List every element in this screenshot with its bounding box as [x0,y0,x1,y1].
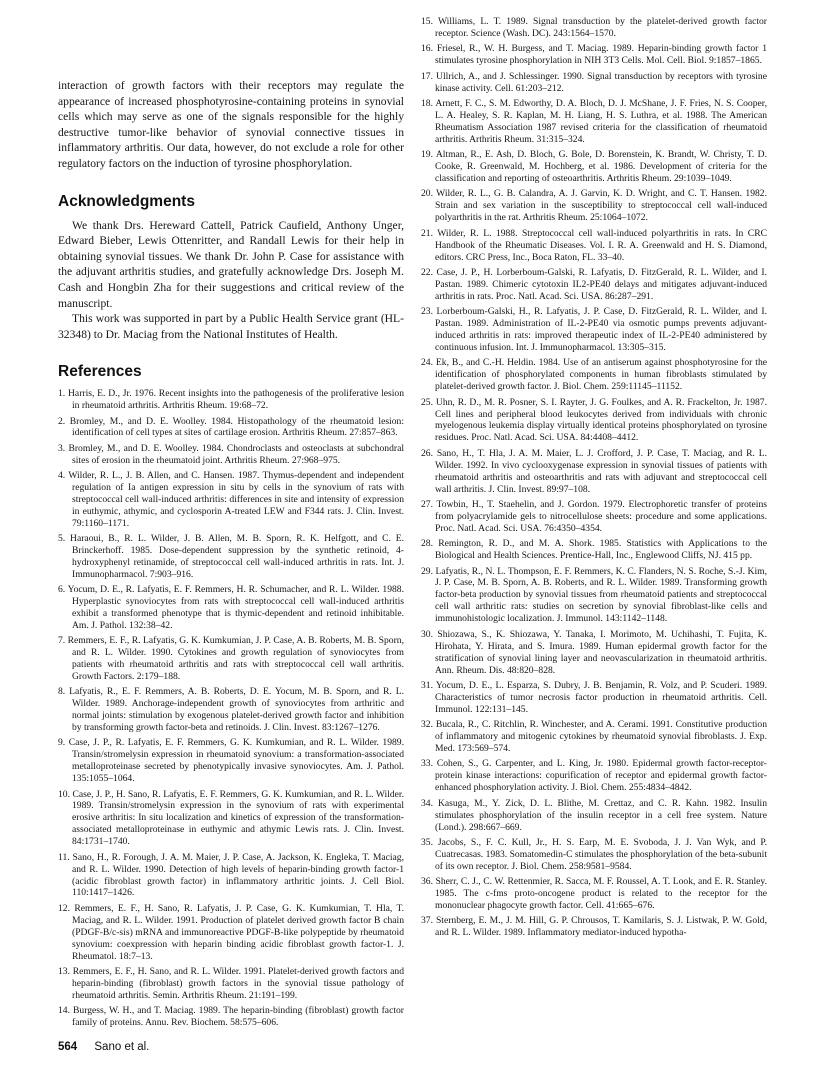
reference-item: 5. Haraoui, B., R. L. Wilder, J. B. Allen, M. B. Sporn, R. K. Helfgott, and C. E. Brinckerhoff. 1985. Dose-dependent suppression by the synthetic retinoid, 4-hydroxyphenyl retinamide, of streptococcal cell wall-induced arthritis in rats. Int. J. Immunopharmacol. 7:903–916. [58,532,404,580]
reference-item: 3. Bromley, M., and D. E. Woolley. 1984. Chondroclasts and osteoclasts at subchondral sites of erosion in the rheumatoid joint. Arthritis Rheum. 27:968–975. [58,442,404,466]
reference-item: 1. Harris, E. D., Jr. 1976. Recent insights into the pathogenesis of the proliferative lesion in rheumatoid arthritis. Arthritis Rheum. 19:68–72. [58,388,404,412]
reference-item: 2. Bromley, M., and D. E. Woolley. 1984. Histopathology of the rheumatoid lesion: identification of cell types at sites of cartilage erosion. Arthritis Rheum. 27:857–863. [58,415,404,439]
page-footer [58,1041,149,1053]
reference-item: 10. Case, J. P., H. Sano, R. Lafyatis, E. F. Remmers, G. K. Kumkumian, and R. L. Wilder. 1989. Transin/stromelysin expression in the synovium of rats with experimental erosive arthritis: In situ localization and kinetics of expression of the transformation-associated metalloproteinase in euthymic and athymic Lewis rats. J. Clin. Invest. 84:1731–1740. [58,788,404,848]
reference-item: 17. Ullrich, A., and J. Schlessinger. 1990. Signal transduction by receptors with tyrosine kinase activity. Cell. 61:203–212. [421,70,767,94]
reference-item: 11. Sano, H., R. Forough, J. A. M. Maier, J. P. Case, A. Jackson, K. Engleka, T. Maciag, and R. L. Wilder. 1990. Detection of high levels of heparin-binding growth factor-1 (acidic fibroblast growth factor) in inflammatory arthritic joints. J. Cell Biol. 110:1417–1426. [58,851,404,899]
reference-item: 30. Shiozawa, S., K. Shiozawa, Y. Tanaka, I. Morimoto, M. Uchihashi, T. Fujita, K. Hirohata, Y. Hirata, and S. Imura. 1989. Human epidermal growth factor for the stratification of synovial lining layer and neovascularization in rheumatoid arthritis. Ann. Rheum. Dis. 48:820–828. [421,628,767,676]
references-heading: References [58,363,142,381]
reference-item: 6. Yocum, D. E., R. Lafyatis, E. F. Remmers, H. R. Schumacher, and R. L. Wilder. 1988. Hyperplastic synoviocytes from rats with streptococcal cell wall-induced arthritis exhibit a transformed phenotype that is thymic-dependent and retinoid inhibitable. Am. J. Pathol. 132:38–42. [58,584,404,631]
running-author: Sano et al. [94,1041,150,1053]
reference-item: 31. Yocum, D. E., L. Esparza, S. Dubry, J. B. Benjamin, R. Volz, and P. Scuderi. 1989. Characteristics of tumor necrosis factor production in rheumatoid arthritis. Cell. Immunol. 122:131–145. [421,679,767,715]
reference-item: 18. Arnett, F. C., S. M. Edworthy, D. A. Bloch, D. J. McShane, J. F. Fries, N. S. Cooper, L. A. Healey, S. R. Kaplan, M. H. Liang, H. S. Luthra, et al. 1988. The American Rheumatism Association 1987 revised criteria for the classification of rheumatoid arthritis. Arthritis Rheum. 31:315–324. [421,97,767,145]
reference-item: 16. Friesel, R., W. H. Burgess, and T. Maciag. 1989. Heparin-binding growth factor 1 stimulates tyrosine phosphorylation in NIH 3T3 Cells. Mol. Cell. Biol. 9:1857–1865. [421,43,767,67]
reference-item: 4. Wilder, R. L., J. B. Allen, and C. Hansen. 1987. Thymus-dependent and independent regulation of Ia antigen expression in situ by cells in the synovium of rats with streptococcal cell wall-induced arthritis: differences in site and intensity of expression in euthymic, athymic, and cyclosporin A-treated LEW and F344 rats. J. Clin. Invest. 79:1160–1171. [58,469,404,529]
reference-item: 9. Case, J. P., R. Lafyatis, E. F. Remmers, G. K. Kumkumian, and R. L. Wilder. 1989. Transin/stromelysin expression in rheumatoid synovium: a transformation-associated metalloproteinase secreted by phenotypically invasive synoviocytes. Am. J. Pathol. 135:1055–1064. [58,737,404,785]
reference-item: 24. Ek, B., and C.-H. Heldin. 1984. Use of an antiserum against phosphotyrosine for the identification of phosphorylated components in human fibroblasts stimulated by platelet-derived growth factor. J. Biol. Chem. 259:11145–11152. [421,357,767,393]
reference-item: 36. Sherr, C. J., C. W. Rettenmier, R. Sacca, M. F. Roussel, A. T. Look, and E. R. Stanley. 1985. The c-fms proto-oncogene product is related to the receptor for the mononuclear phagocyte growth factor. Cell. 41:665–676. [421,876,767,912]
acknowledgments-paragraph-2: This work was supported in part by a Public Health Service grant (HL-32348) to Dr. Maciag from the National Institutes of Health. [58,312,404,341]
reference-item: 14. Burgess, W. H., and T. Maciag. 1989. The heparin-binding (fibroblast) growth factor family of proteins. Annu. Rev. Biochem. 58:575–606. [58,1004,404,1028]
reference-item: 27. Towbin, H., T. Staehelin, and J. Gordon. 1979. Electrophoretic transfer of proteins from polyacrylamide gels to nitrocellulose sheets: procedure and some applications. Proc. Natl. Acad. Sci. USA. 76:4350–4354. [421,498,767,534]
acknowledgments-paragraph-1: We thank Drs. Hereward Cattell, Patrick Caufield, Anthony Unger, Edward Bieber, Lewis Ottenritter, and Randall Lewis for their help in obtaining synovial tissues. We thank Dr. John P. Case for assistance with the adjuvant arthritis studies, and gratefully acknowledge Drs. Joseph M. Cash and Hongbin Zha for their suggestions and critical review of the manuscript. [58,218,404,310]
reference-item: 35. Jacobs, S., F. C. Kull, Jr., H. S. Earp, M. E. Svoboda, J. J. Van Wyk, and P. Cuatrecasas. 1983. Somatomedin-C stimulates the phosphorylation of the beta-subunit of its own receptor. J. Biol. Chem. 258:9581–9584. [421,836,767,872]
reference-item: 12. Remmers, E. F., H. Sano, R. Lafyatis, J. P. Case, G. K. Kumkumian, T. Hla, T. Maciag, and R. L. Wilder. 1991. Production of platelet derived growth factor B chain (PDGF-B/c-sis) mRNA and immunoreactive PDGF-B-like polypeptide by rheumatoid synovium: coexpression with heparin binding acidic fibroblast growth factor-1. J. Rheumatol. 18:7–13. [58,902,404,962]
reference-item: 29. Lafyatis, R., N. L. Thompson, E. F. Remmers, K. C. Flanders, N. S. Roche, S.-J. Kim, J. P. Case, M. B. Sporn, A. B. Roberts, and R. L. Wilder. 1989. Transforming growth factor-beta production by synovial tissues from rheumatoid patients and streptococcal cell wall arthritic rats: studies on secretion by synovial fibroblast-like cells and immunohistologic localization. J. Immunol. 143:1142–1148. [421,565,767,625]
reference-item: 33. Cohen, S., G. Carpenter, and L. King, Jr. 1980. Epidermal growth factor-receptor-protein kinase interactions: copurification of receptor and epidermal growth factor-enhanced phosphorylation activity. J. Biol. Chem. 255:4834–4842. [421,758,767,794]
reference-item: 26. Sano, H., T. Hla, J. A. M. Maier, L. J. Crofford, J. P. Case, T. Maciag, and R. L. Wilder. 1992. In vivo cyclooxygenase expression in synovial tissues of patients with rheumatoid arthritis and osteoarthritis and rats with adjuvant and streptococcal cell wall arthritis. J. Clin. Invest. 89:97–108. [421,447,767,495]
reference-item: 20. Wilder, R. L., G. B. Calandra, A. J. Garvin, K. D. Wright, and C. T. Hansen. 1982. Strain and sex variation in the susceptibility to streptococcal cell wall-induced polyarthritis in the rat. Arthritis Rheum. 25:1064–1072. [421,188,767,224]
left-column [58,78,404,1032]
reference-item: 34. Kasuga, M., Y. Zick, D. L. Blithe, M. Crettaz, and C. R. Kahn. 1982. Insulin stimulates phosphorylation of the insulin receptor in a cell free system. Nature (Lond.). 298:667–669. [421,797,767,833]
reference-item: 8. Lafyatis, R., E. F. Remmers, A. B. Roberts, D. E. Yocum, M. B. Sporn, and R. L. Wilder. 1989. Anchorage-independent growth of synoviocytes from arthritic and normal joints: stimulation by exogenous platelet-derived growth factor and inhibition by transforming growth factor-beta and retinoids. J. Clin. Invest. 83:1267–1276. [58,686,404,734]
page-number: 564 [58,1041,78,1053]
reference-item: 28. Remington, R. D., and M. A. Shork. 1985. Statistics with Applications to the Biological and Health Sciences. Prentice-Hall, Inc., Englewood Cliffs, NJ. 415 pp. [421,538,767,562]
reference-item: 32. Bucala, R., C. Ritchlin, R. Winchester, and A. Cerami. 1991. Constitutive production of inflammatory and mitogenic cytokines by rheumatoid synovial fibroblasts. J. Exp. Med. 173:569–574. [421,719,767,755]
reference-list-right [421,16,767,939]
right-column [421,16,767,943]
reference-list-left [58,388,404,1029]
reference-item: 21. Wilder, R. L. 1988. Streptococcal cell wall-induced polyarthritis in rats. In CRC Handbook of the Rheumatic Diseases. Vol. I. R. A. Greenwald and H. S. Diamond, editors. CRC Press, Inc., Boca Raton, FL. 33–40. [421,227,767,263]
body-paragraph: interaction of growth factors with their receptors may regulate the appearance of increased phosphotyrosine-containing proteins in synovial cells which may serve as one of the signals responsible for the highly destructive tumor-like behavior of synovial connective tissues in inflammatory arthritis. Our data, however, do not exclude a role for other regulatory factors on the induction of tyrosine phosphorylation. [58,79,404,170]
reference-item: 19. Altman, R., E. Ash, D. Bloch, G. Bole, D. Borenstein, K. Brandt, W. Christy, T. D. Cooke, R. Greenwald, M. Hochberg, et al. 1986. Development of criteria for the classification and reporting of osteoarthritis. Arthritis Rheum. 29:1039–1049. [421,149,767,184]
reference-item: 25. Uhn, R. D., M. R. Posner, S. I. Rayter, J. G. Foulkes, and A. R. Frackelton, Jr. 1987. Cell lines and peripheral blood leukocytes derived from individuals with chronic myelogenous leukemia display virtually identical proteins phosphorylated on tyrosine residues. Proc. Natl. Acad. Sci. USA. 84:4408–4412. [421,396,767,444]
reference-item: 37. Sternberg, E. M., J. M. Hill, G. P. Chrousos, T. Kamilaris, S. J. Listwak, P. W. Gold, and R. L. Wilder. 1989. Inflammatory mediator-induced hypotha- [421,915,767,939]
acknowledgments-heading: Acknowledgments [58,192,195,210]
reference-item: 7. Remmers, E. F., R. Lafyatis, G. K. Kumkumian, J. P. Case, A. B. Roberts, M. B. Sporn, and R. L. Wilder. 1990. Cytokines and growth regulation of synoviocytes from patients with rheumatoid arthritis and rats with streptococcal cell wall arthritis. Growth Factors. 2:179–188. [58,635,404,683]
reference-item: 15. Williams, L. T. 1989. Signal transduction by the platelet-derived growth factor receptor. Science (Wash. DC). 243:1564–1570. [421,16,767,39]
reference-item: 13. Remmers, E. F., H. Sano, and R. L. Wilder. 1991. Platelet-derived growth factors and heparin-binding (fibroblast) growth factors in the synovial tissue pathology of rheumatoid arthritis. Semin. Arthritis Rheum. 21:191–199. [58,965,404,1001]
reference-item: 23. Lorberboum-Galski, H., R. Lafyatis, J. P. Case, D. FitzGerald, R. L. Wilder, and I. Pastan. 1989. Administration of IL-2-PE40 via osmotic pumps prevents adjuvant-induced arthritis in rats: improved therapeutic index of IL-2-PE40 administered by continuous infusion. Int. J. Immunopharmacol. 13:305–315. [421,306,767,353]
reference-item: 22. Case, J. P., H. Lorberboum-Galski, R. Lafyatis, D. FitzGerald, R. L. Wilder, and I. Pastan. 1989. Chimeric cytotoxin IL2-PE40 delays and mitigates adjuvant-induced arthritis in rats. Proc. Natl. Acad. Sci. USA. 86:287–291. [421,266,767,302]
